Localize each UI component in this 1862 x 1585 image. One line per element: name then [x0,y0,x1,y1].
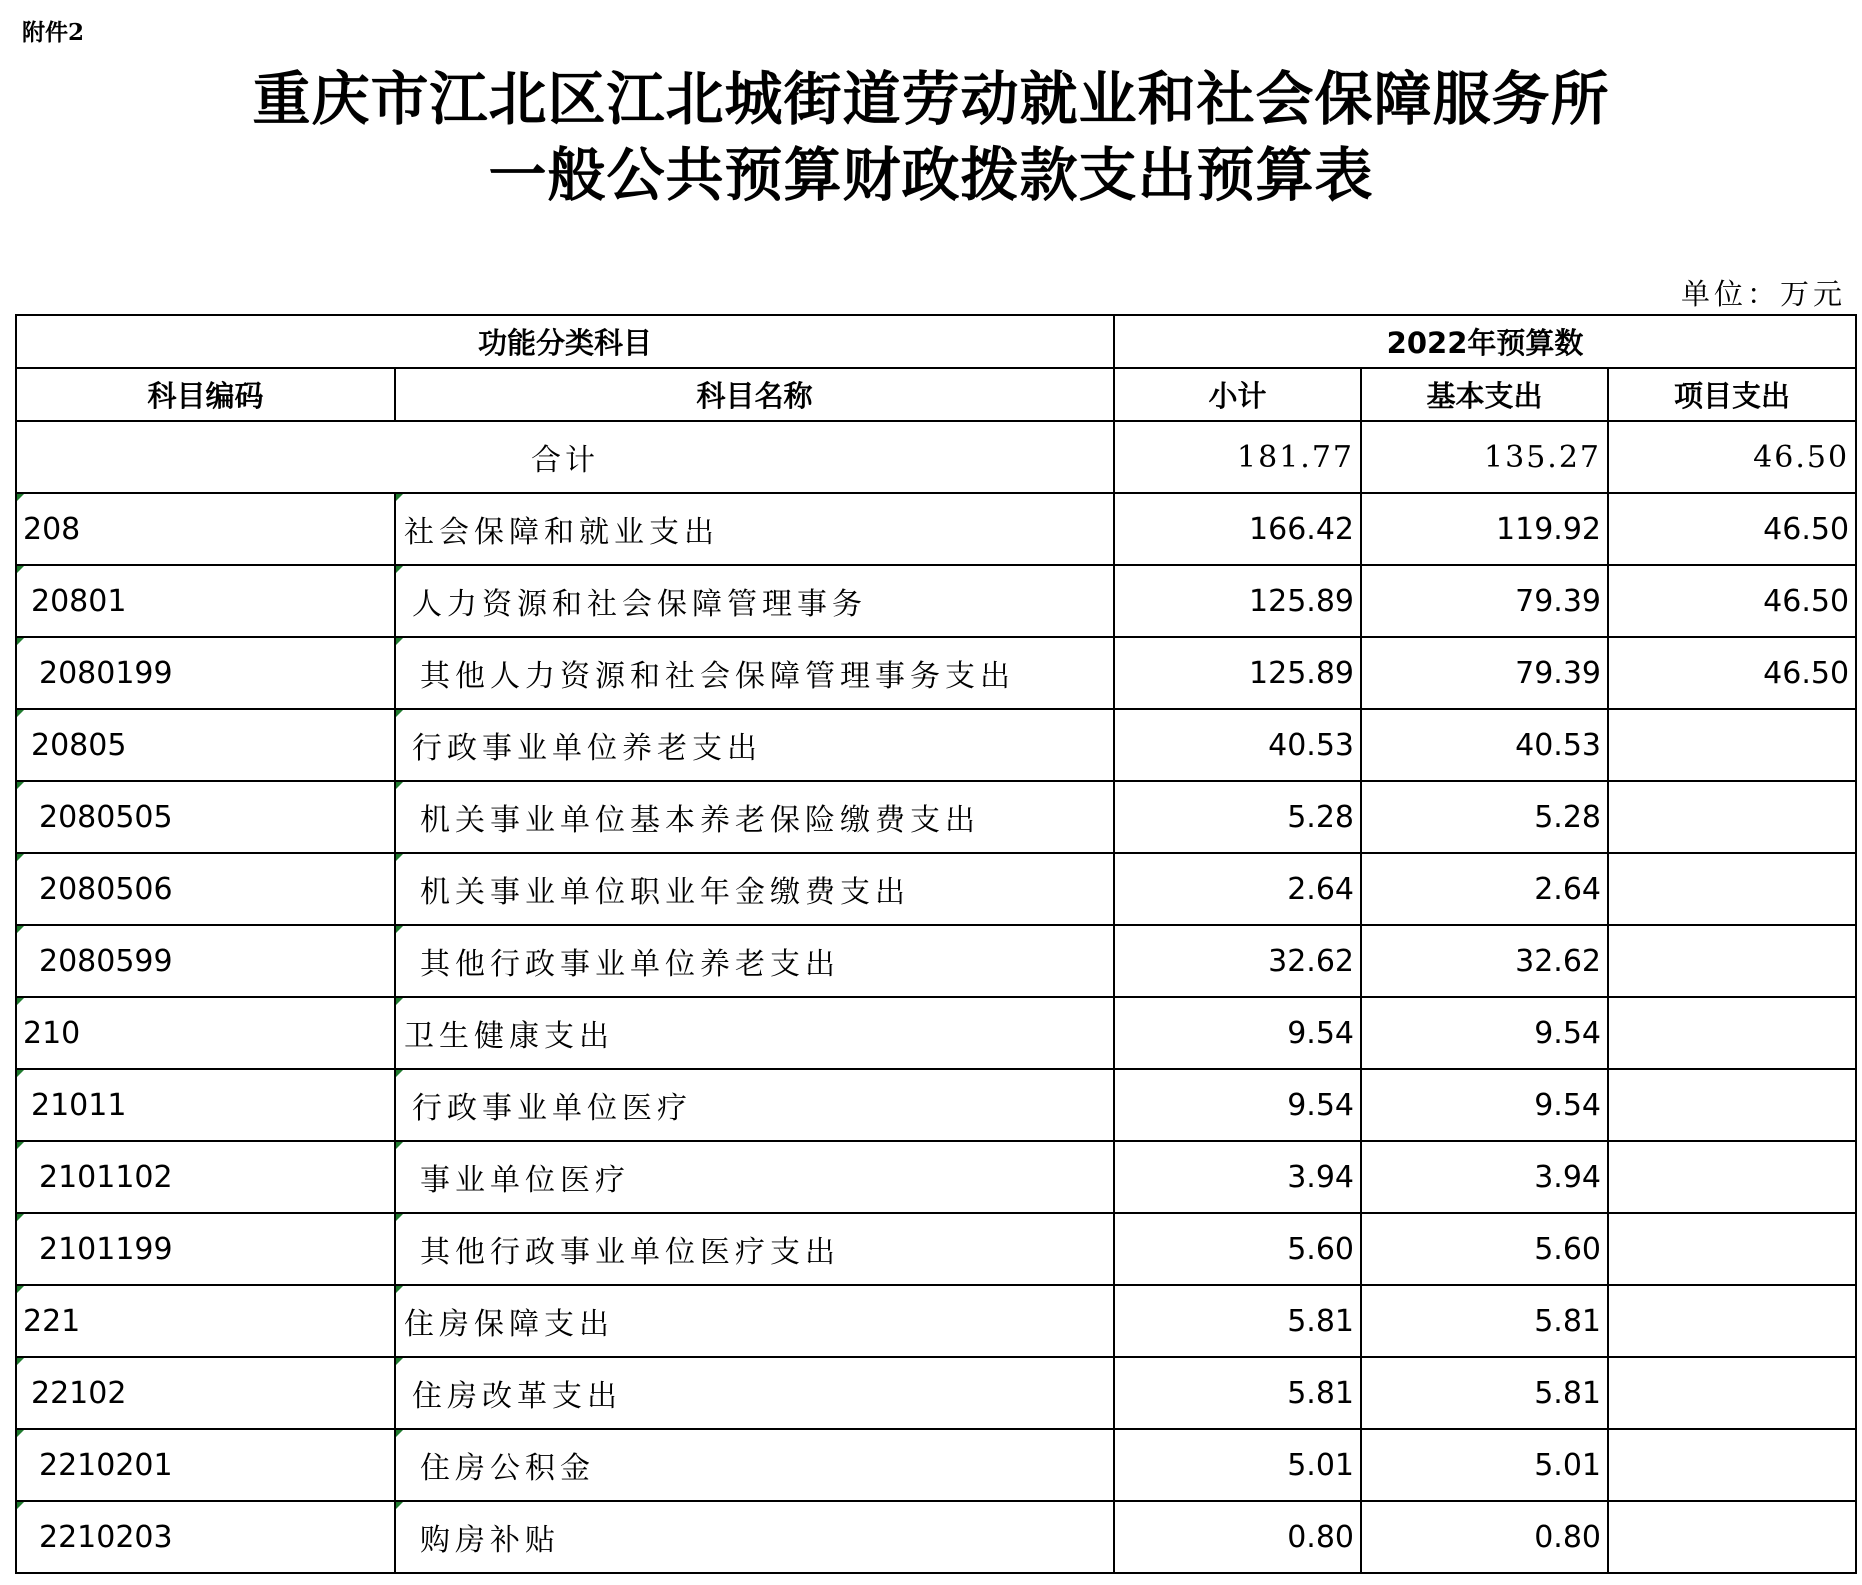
total-project: 46.50 [1608,421,1856,493]
row-project [1608,1501,1856,1573]
row-basic [1361,925,1608,997]
row-basic-text: 5.28 [1534,799,1602,835]
table-row [16,1141,1856,1213]
total-basic: 135.27 [1361,421,1608,493]
row-subtotal-text: 5.28 [1287,799,1355,835]
row-name [395,1357,1114,1429]
row-basic-text: 119.92 [1496,511,1602,547]
row-name [395,925,1114,997]
row-name-text: 行政事业单位养老支出 [412,731,762,766]
row-subtotal-text: 5.81 [1287,1375,1355,1411]
table-row [16,853,1856,925]
cell-comment-marker [17,782,24,789]
cell-comment-marker [396,566,403,573]
row-basic [1361,1069,1608,1141]
row-project [1608,1141,1856,1213]
row-basic [1361,997,1608,1069]
cell-comment-marker [396,1070,403,1077]
row-basic-text: 5.81 [1534,1375,1602,1411]
row-subtotal-text: 9.54 [1287,1087,1355,1123]
header-row-groups [16,315,1856,368]
row-name-text: 事业单位医疗 [420,1163,630,1198]
row-basic-text: 5.01 [1534,1447,1602,1483]
row-basic [1361,1213,1608,1285]
total-subtotal: 181.77 [1114,421,1361,493]
cell-comment-marker [17,926,24,933]
row-subtotal-text: 125.89 [1249,655,1355,691]
row-name-text: 其他人力资源和社会保障管理事务支出 [420,659,1015,694]
row-subtotal [1114,1357,1361,1429]
header-name: 科目名称 [395,368,1114,421]
total-label: 合计 [16,421,1114,493]
row-code [16,1357,395,1429]
row-subtotal [1114,1213,1361,1285]
cell-comment-marker [17,710,24,717]
header-row-columns [16,368,1856,421]
row-code [16,1501,395,1573]
cell-comment-marker [396,1142,403,1149]
cell-comment-marker [17,566,24,573]
row-name-text: 住房公积金 [420,1451,595,1486]
row-subtotal-text: 32.62 [1268,943,1355,979]
row-subtotal [1114,1069,1361,1141]
row-basic [1361,493,1608,565]
row-basic [1361,853,1608,925]
cell-comment-marker [17,1286,24,1293]
row-subtotal [1114,709,1361,781]
cell-comment-marker [396,854,403,861]
row-project-text: 46.50 [1763,655,1850,691]
row-subtotal-text: 40.53 [1268,727,1355,763]
row-name-text: 行政事业单位医疗 [412,1091,692,1126]
row-code-text: 20805 [31,727,127,763]
row-code [16,709,395,781]
row-name [395,1213,1114,1285]
row-code [16,637,395,709]
table-row [16,637,1856,709]
row-code-text: 2101102 [39,1159,173,1195]
row-code-text: 2080199 [39,655,173,691]
row-name [395,1069,1114,1141]
cell-comment-marker [396,710,403,717]
row-basic [1361,1501,1608,1573]
row-basic [1361,1357,1608,1429]
row-code [16,1141,395,1213]
row-code-text: 2080506 [39,871,173,907]
row-basic [1361,637,1608,709]
row-code-text: 2210203 [39,1519,173,1555]
row-subtotal [1114,1429,1361,1501]
cell-comment-marker [17,1214,24,1221]
row-code-text: 21011 [31,1087,127,1123]
table-row [16,1069,1856,1141]
row-name-text: 机关事业单位职业年金缴费支出 [420,875,910,910]
row-name-text: 其他行政事业单位医疗支出 [420,1235,840,1270]
row-subtotal [1114,925,1361,997]
row-basic [1361,781,1608,853]
cell-comment-marker [17,1502,24,1509]
row-code-text: 210 [23,1015,81,1051]
row-project [1608,1213,1856,1285]
row-project [1608,925,1856,997]
row-subtotal [1114,565,1361,637]
row-name [395,1285,1114,1357]
table-row [16,1429,1856,1501]
row-code [16,1213,395,1285]
unit-label: 单位：万元 [1680,277,1846,311]
row-basic-text: 79.39 [1515,655,1602,691]
row-code-text: 221 [23,1303,81,1339]
table-row [16,493,1856,565]
row-name [395,997,1114,1069]
row-subtotal [1114,637,1361,709]
cell-comment-marker [396,1430,403,1437]
row-code-text: 2080505 [39,799,173,835]
row-name [395,1429,1114,1501]
row-name-text: 社会保障和就业支出 [404,515,719,550]
row-subtotal-text: 5.81 [1287,1303,1355,1339]
cell-comment-marker [17,1358,24,1365]
row-name-text: 购房补贴 [420,1523,560,1558]
cell-comment-marker [396,494,403,501]
row-name-text: 住房保障支出 [404,1307,614,1342]
cell-comment-marker [396,1214,403,1221]
row-name-text: 卫生健康支出 [404,1019,614,1054]
row-project [1608,1285,1856,1357]
cell-comment-marker [396,1502,403,1509]
row-basic-text: 3.94 [1534,1159,1602,1195]
row-basic [1361,1429,1608,1501]
row-name-text: 人力资源和社会保障管理事务 [412,587,867,622]
attachment-label: 附件2 [22,19,85,46]
cell-comment-marker [396,926,403,933]
cell-comment-marker [17,854,24,861]
table-row [16,781,1856,853]
row-subtotal [1114,1285,1361,1357]
table-row [16,1285,1856,1357]
row-basic-text: 32.62 [1515,943,1602,979]
row-subtotal-text: 5.60 [1287,1231,1355,1267]
row-project [1608,1069,1856,1141]
row-name [395,637,1114,709]
row-project [1608,709,1856,781]
row-name [395,709,1114,781]
cell-comment-marker [17,1142,24,1149]
table-row [16,925,1856,997]
cell-comment-marker [396,1358,403,1365]
table-row [16,709,1856,781]
row-code-text: 208 [23,511,81,547]
row-basic [1361,565,1608,637]
row-basic-text: 9.54 [1534,1087,1602,1123]
row-code-text: 2210201 [39,1447,173,1483]
row-code-text: 2080599 [39,943,173,979]
row-name-text: 机关事业单位基本养老保险缴费支出 [420,803,980,838]
row-subtotal [1114,1501,1361,1573]
header-basic: 基本支出 [1361,368,1608,421]
row-subtotal-text: 3.94 [1287,1159,1355,1195]
table-row [16,565,1856,637]
header-project: 项目支出 [1608,368,1856,421]
cell-comment-marker [396,638,403,645]
row-code-text: 20801 [31,583,127,619]
row-subtotal [1114,1141,1361,1213]
row-code [16,1285,395,1357]
page-title-line2: 一般公共预算财政拨款支出预算表 [488,141,1374,209]
table-row [16,1357,1856,1429]
row-subtotal [1114,781,1361,853]
row-name-text: 住房改革支出 [412,1379,622,1414]
row-basic [1361,709,1608,781]
row-code [16,1429,395,1501]
row-subtotal-text: 125.89 [1249,583,1355,619]
row-project [1608,637,1856,709]
cell-comment-marker [17,1070,24,1077]
row-project [1608,997,1856,1069]
row-basic-text: 2.64 [1534,871,1602,907]
row-name [395,565,1114,637]
row-project [1608,1429,1856,1501]
row-name [395,1141,1114,1213]
row-code [16,781,395,853]
cell-comment-marker [396,782,403,789]
row-name [395,493,1114,565]
cell-comment-marker [17,638,24,645]
row-project [1608,781,1856,853]
row-code [16,565,395,637]
header-budget-2022: 2022年预算数 [1114,315,1856,368]
row-name-text: 其他行政事业单位养老支出 [420,947,840,982]
row-basic-text: 5.60 [1534,1231,1602,1267]
header-subtotal: 小计 [1114,368,1361,421]
row-name [395,781,1114,853]
row-project [1608,565,1856,637]
row-basic-text: 40.53 [1515,727,1602,763]
header-code: 科目编码 [16,368,395,421]
row-basic-text: 0.80 [1534,1519,1602,1555]
row-code [16,997,395,1069]
row-basic-text: 79.39 [1515,583,1602,619]
row-project [1608,493,1856,565]
total-row [16,421,1856,493]
row-subtotal-text: 0.80 [1287,1519,1355,1555]
row-subtotal-text: 9.54 [1287,1015,1355,1051]
row-project-text: 46.50 [1763,511,1850,547]
row-code [16,1069,395,1141]
row-code-text: 2101199 [39,1231,173,1267]
table-row [16,997,1856,1069]
cell-comment-marker [17,494,24,501]
row-basic-text: 9.54 [1534,1015,1602,1051]
budget-table [15,314,1857,1574]
row-subtotal-text: 2.64 [1287,871,1355,907]
row-subtotal-text: 5.01 [1287,1447,1355,1483]
row-name [395,1501,1114,1573]
table-row [16,1501,1856,1573]
header-function-category: 功能分类科目 [16,315,1114,368]
row-basic [1361,1285,1608,1357]
row-subtotal [1114,997,1361,1069]
row-project-text: 46.50 [1763,583,1850,619]
cell-comment-marker [396,998,403,1005]
cell-comment-marker [396,1286,403,1293]
table-row [16,1213,1856,1285]
row-basic [1361,1141,1608,1213]
cell-comment-marker [17,1430,24,1437]
row-subtotal [1114,853,1361,925]
row-code [16,493,395,565]
row-basic-text: 5.81 [1534,1303,1602,1339]
row-code [16,853,395,925]
row-project [1608,853,1856,925]
row-project [1608,1357,1856,1429]
row-code-text: 22102 [31,1375,127,1411]
page-title-line1: 重庆市江北区江北城街道劳动就业和社会保障服务所 [252,65,1610,133]
row-subtotal-text: 166.42 [1249,511,1355,547]
row-name [395,853,1114,925]
row-code [16,925,395,997]
row-subtotal [1114,493,1361,565]
cell-comment-marker [17,998,24,1005]
